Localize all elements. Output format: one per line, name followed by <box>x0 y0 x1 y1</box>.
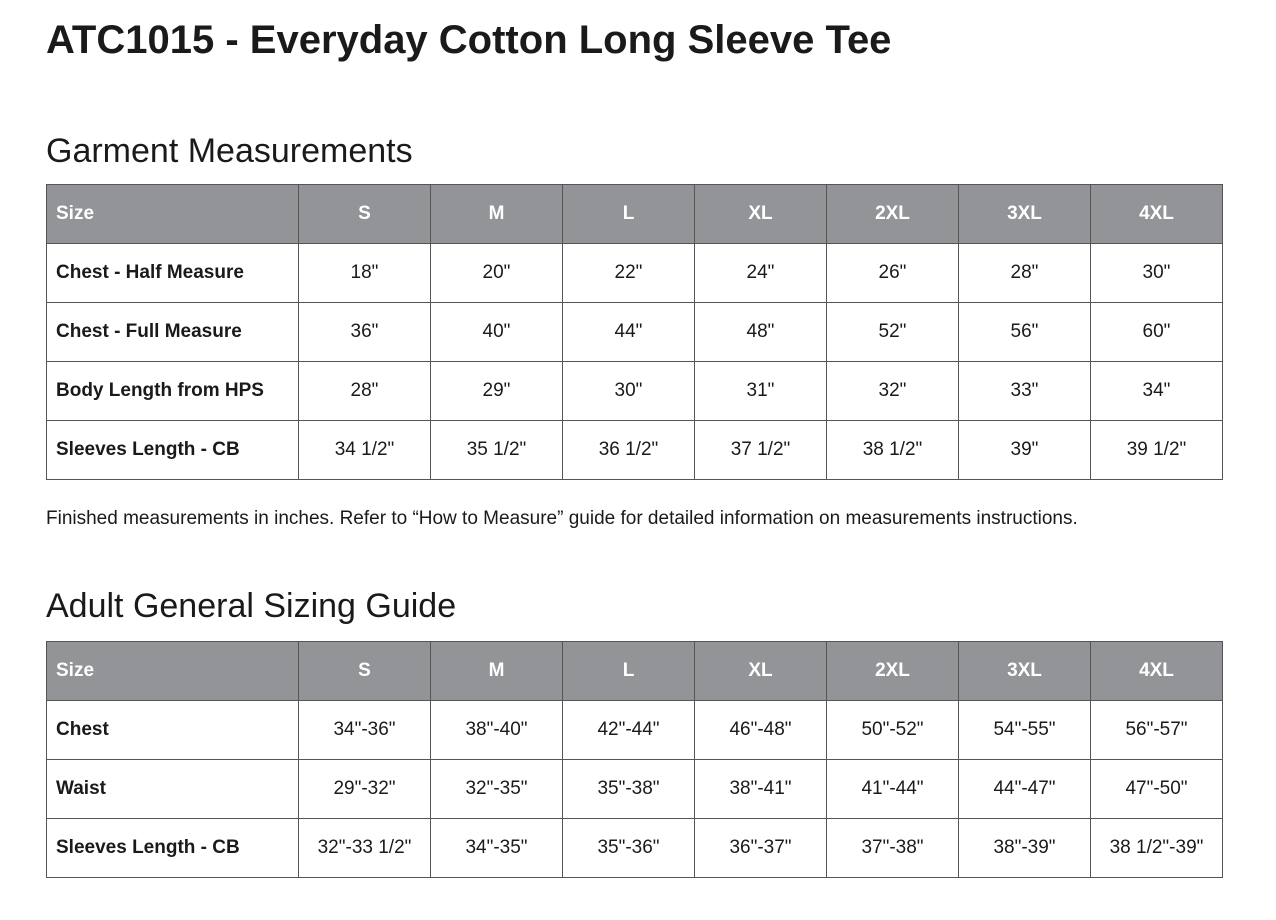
table-cell: 44"-47" <box>959 760 1091 819</box>
sizing-guide-table <box>46 641 1223 878</box>
table-cell: 24" <box>695 244 827 303</box>
size-header-cell: 3XL <box>959 642 1091 701</box>
table-cell: 34"-35" <box>431 819 563 878</box>
table-cell: 34"-36" <box>299 701 431 760</box>
table-cell: 44" <box>563 303 695 362</box>
table-row <box>47 244 1223 303</box>
measurement-note: Finished measurements in inches. Refer to “How to Measure” guide for detailed information on measurements instructions. <box>46 508 1078 529</box>
table-row <box>47 760 1223 819</box>
table-cell: 42"-44" <box>563 701 695 760</box>
table-cell: 29" <box>431 362 563 421</box>
size-header-cell: 4XL <box>1091 185 1223 244</box>
table-cell: 31" <box>695 362 827 421</box>
table-cell: 60" <box>1091 303 1223 362</box>
sizing-guide-title: Adult General Sizing Guide <box>46 587 457 625</box>
size-header-cell: XL <box>695 185 827 244</box>
size-header-cell: 2XL <box>827 642 959 701</box>
table-row <box>47 701 1223 760</box>
table-cell: 28" <box>299 362 431 421</box>
table-cell: 29"-32" <box>299 760 431 819</box>
table-cell: 46"-48" <box>695 701 827 760</box>
table-cell: 38"-41" <box>695 760 827 819</box>
table-cell: 22" <box>563 244 695 303</box>
table-cell: 32"-33 1/2" <box>299 819 431 878</box>
table-cell: 35 1/2" <box>431 421 563 480</box>
size-header-cell: 3XL <box>959 185 1091 244</box>
table-cell: 30" <box>563 362 695 421</box>
table-cell: 32" <box>827 362 959 421</box>
table-row <box>47 362 1223 421</box>
table-cell: 35"-38" <box>563 760 695 819</box>
garment-measurements-table <box>46 184 1223 480</box>
size-header-label: Size <box>47 642 299 701</box>
table-cell: 38"-40" <box>431 701 563 760</box>
table-cell: 39 1/2" <box>1091 421 1223 480</box>
table-cell: 28" <box>959 244 1091 303</box>
table-header-row <box>47 642 1223 701</box>
size-header-cell: S <box>299 642 431 701</box>
size-header-cell: XL <box>695 642 827 701</box>
table-cell: 18" <box>299 244 431 303</box>
table-cell: 50"-52" <box>827 701 959 760</box>
table-cell: 34" <box>1091 362 1223 421</box>
row-label: Body Length from HPS <box>47 362 299 421</box>
table-cell: 56" <box>959 303 1091 362</box>
table-cell: 20" <box>431 244 563 303</box>
table-cell: 32"-35" <box>431 760 563 819</box>
table-header-row <box>47 185 1223 244</box>
table-cell: 35"-36" <box>563 819 695 878</box>
table-cell: 39" <box>959 421 1091 480</box>
table-row <box>47 303 1223 362</box>
table-cell: 40" <box>431 303 563 362</box>
row-label: Waist <box>47 760 299 819</box>
table-cell: 26" <box>827 244 959 303</box>
size-header-cell: L <box>563 185 695 244</box>
table-row <box>47 421 1223 480</box>
size-header-cell: L <box>563 642 695 701</box>
table-cell: 33" <box>959 362 1091 421</box>
row-label: Chest - Half Measure <box>47 244 299 303</box>
table-cell: 36"-37" <box>695 819 827 878</box>
size-header-cell: S <box>299 185 431 244</box>
table-cell: 48" <box>695 303 827 362</box>
size-header-label: Size <box>47 185 299 244</box>
table-cell: 41"-44" <box>827 760 959 819</box>
table-cell: 36 1/2" <box>563 421 695 480</box>
table-cell: 38 1/2"-39" <box>1091 819 1223 878</box>
row-label: Chest - Full Measure <box>47 303 299 362</box>
garment-measurements-title: Garment Measurements <box>46 132 413 170</box>
size-header-cell: M <box>431 642 563 701</box>
table-cell: 38"-39" <box>959 819 1091 878</box>
size-header-cell: 2XL <box>827 185 959 244</box>
table-cell: 37"-38" <box>827 819 959 878</box>
size-header-cell: 4XL <box>1091 642 1223 701</box>
table-cell: 47"-50" <box>1091 760 1223 819</box>
table-cell: 54"-55" <box>959 701 1091 760</box>
table-cell: 38 1/2" <box>827 421 959 480</box>
page-title: ATC1015 - Everyday Cotton Long Sleeve Tee <box>46 18 892 62</box>
size-header-cell: M <box>431 185 563 244</box>
table-cell: 56"-57" <box>1091 701 1223 760</box>
table-cell: 37 1/2" <box>695 421 827 480</box>
row-label: Sleeves Length - CB <box>47 819 299 878</box>
row-label: Sleeves Length - CB <box>47 421 299 480</box>
table-cell: 36" <box>299 303 431 362</box>
row-label: Chest <box>47 701 299 760</box>
table-cell: 30" <box>1091 244 1223 303</box>
table-cell: 52" <box>827 303 959 362</box>
table-cell: 34 1/2" <box>299 421 431 480</box>
table-row <box>47 819 1223 878</box>
